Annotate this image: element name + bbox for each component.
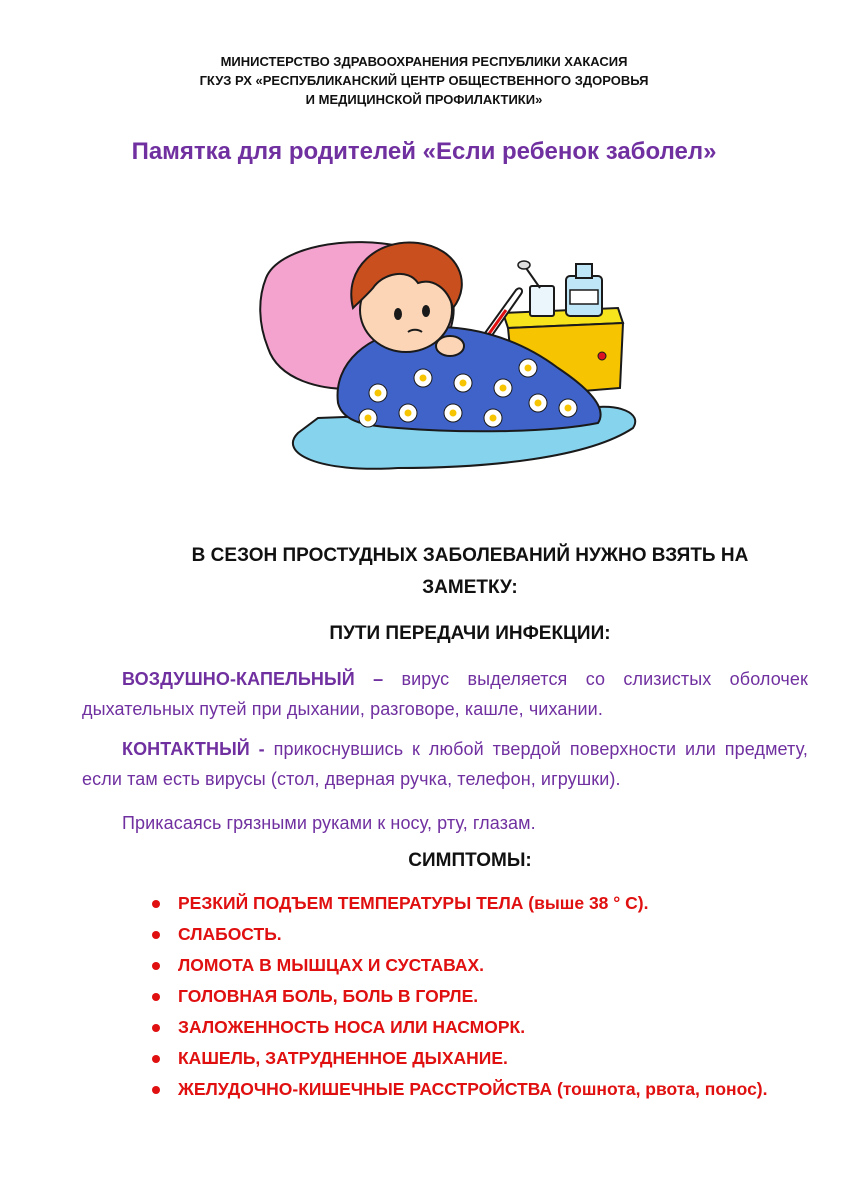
season-heading-line-1: В СЕЗОН ПРОСТУДНЫХ ЗАБОЛЕВАНИЙ НУЖНО ВЗЯТЬ НА bbox=[191, 545, 749, 566]
list-item bbox=[150, 1074, 810, 1105]
symptom-text: ЗАЛОЖЕННОСТЬ НОСА ИЛИ НАСМОРК. bbox=[178, 1017, 526, 1037]
contact-paragraph bbox=[82, 734, 808, 794]
list-item bbox=[150, 888, 810, 919]
airborne-paragraph bbox=[82, 664, 808, 724]
symptoms-list bbox=[150, 888, 810, 1105]
hands-note: Прикасаясь грязными руками к носу, рту, глазам. bbox=[122, 813, 536, 833]
airborne-lead: ВОЗДУШНО-КАПЕЛЬНЫЙ – bbox=[122, 669, 384, 689]
symptoms-heading: СИМПТОМЫ: bbox=[408, 850, 532, 871]
header-line-1: МИНИСТЕРСТВО ЗДРАВООХРАНЕНИЯ РЕСПУБЛИКИ ХАКАСИЯ bbox=[220, 54, 628, 69]
bullet-icon bbox=[152, 1086, 160, 1094]
header-line-2: ГКУЗ РХ «РЕСПУБЛИКАНСКИЙ ЦЕНТР ОБЩЕСТВЕННОГО ЗДОРОВЬЯ bbox=[199, 73, 649, 88]
airborne-text: вирус выделяется со слизистых оболочек дыхательных путей при дыхании, разговоре, кашле, чихании. bbox=[82, 669, 808, 719]
ministry-header bbox=[0, 52, 848, 109]
bullet-icon bbox=[152, 931, 160, 939]
symptom-text: ГОЛОВНАЯ БОЛЬ, БОЛЬ В ГОРЛЕ. bbox=[178, 986, 479, 1006]
list-item bbox=[150, 1012, 810, 1043]
list-item bbox=[150, 919, 810, 950]
bullet-icon bbox=[152, 900, 160, 908]
transmission-heading: ПУТИ ПЕРЕДАЧИ ИНФЕКЦИИ: bbox=[329, 623, 611, 644]
sick-child-illustration bbox=[258, 228, 648, 483]
bullet-icon bbox=[152, 962, 160, 970]
page-title: Памятка для родителей «Если ребенок заболел» bbox=[131, 138, 717, 165]
season-heading bbox=[100, 540, 840, 604]
bullet-icon bbox=[152, 1055, 160, 1063]
list-item bbox=[150, 1043, 810, 1074]
list-item bbox=[150, 981, 810, 1012]
symptom-text: ЖЕЛУДОЧНО-КИШЕЧНЫЕ РАССТРОЙСТВА (тошнота, рвота, понос). bbox=[178, 1079, 768, 1099]
contact-lead: КОНТАКТНЫЙ - bbox=[122, 739, 265, 759]
symptom-text: СЛАБОСТЬ. bbox=[178, 924, 282, 944]
symptom-text: РЕЗКИЙ ПОДЪЕМ ТЕМПЕРАТУРЫ ТЕЛА (выше 38 ° С). bbox=[178, 893, 649, 913]
bullet-icon bbox=[152, 1024, 160, 1032]
header-line-3: И МЕДИЦИНСКОЙ ПРОФИЛАКТИКИ» bbox=[305, 92, 543, 107]
symptom-text: ЛОМОТА В МЫШЦАХ И СУСТАВАХ. bbox=[178, 955, 485, 975]
bullet-icon bbox=[152, 993, 160, 1001]
contact-text: прикоснувшись к любой твердой поверхности или предмету, если там есть вирусы (стол, дверная ручка, телефон, игрушки). bbox=[82, 739, 809, 789]
season-heading-line-2: ЗАМЕТКУ: bbox=[422, 577, 518, 598]
list-item bbox=[150, 950, 810, 981]
symptom-text: КАШЕЛЬ, ЗАТРУДНЕННОЕ ДЫХАНИЕ. bbox=[178, 1048, 508, 1068]
